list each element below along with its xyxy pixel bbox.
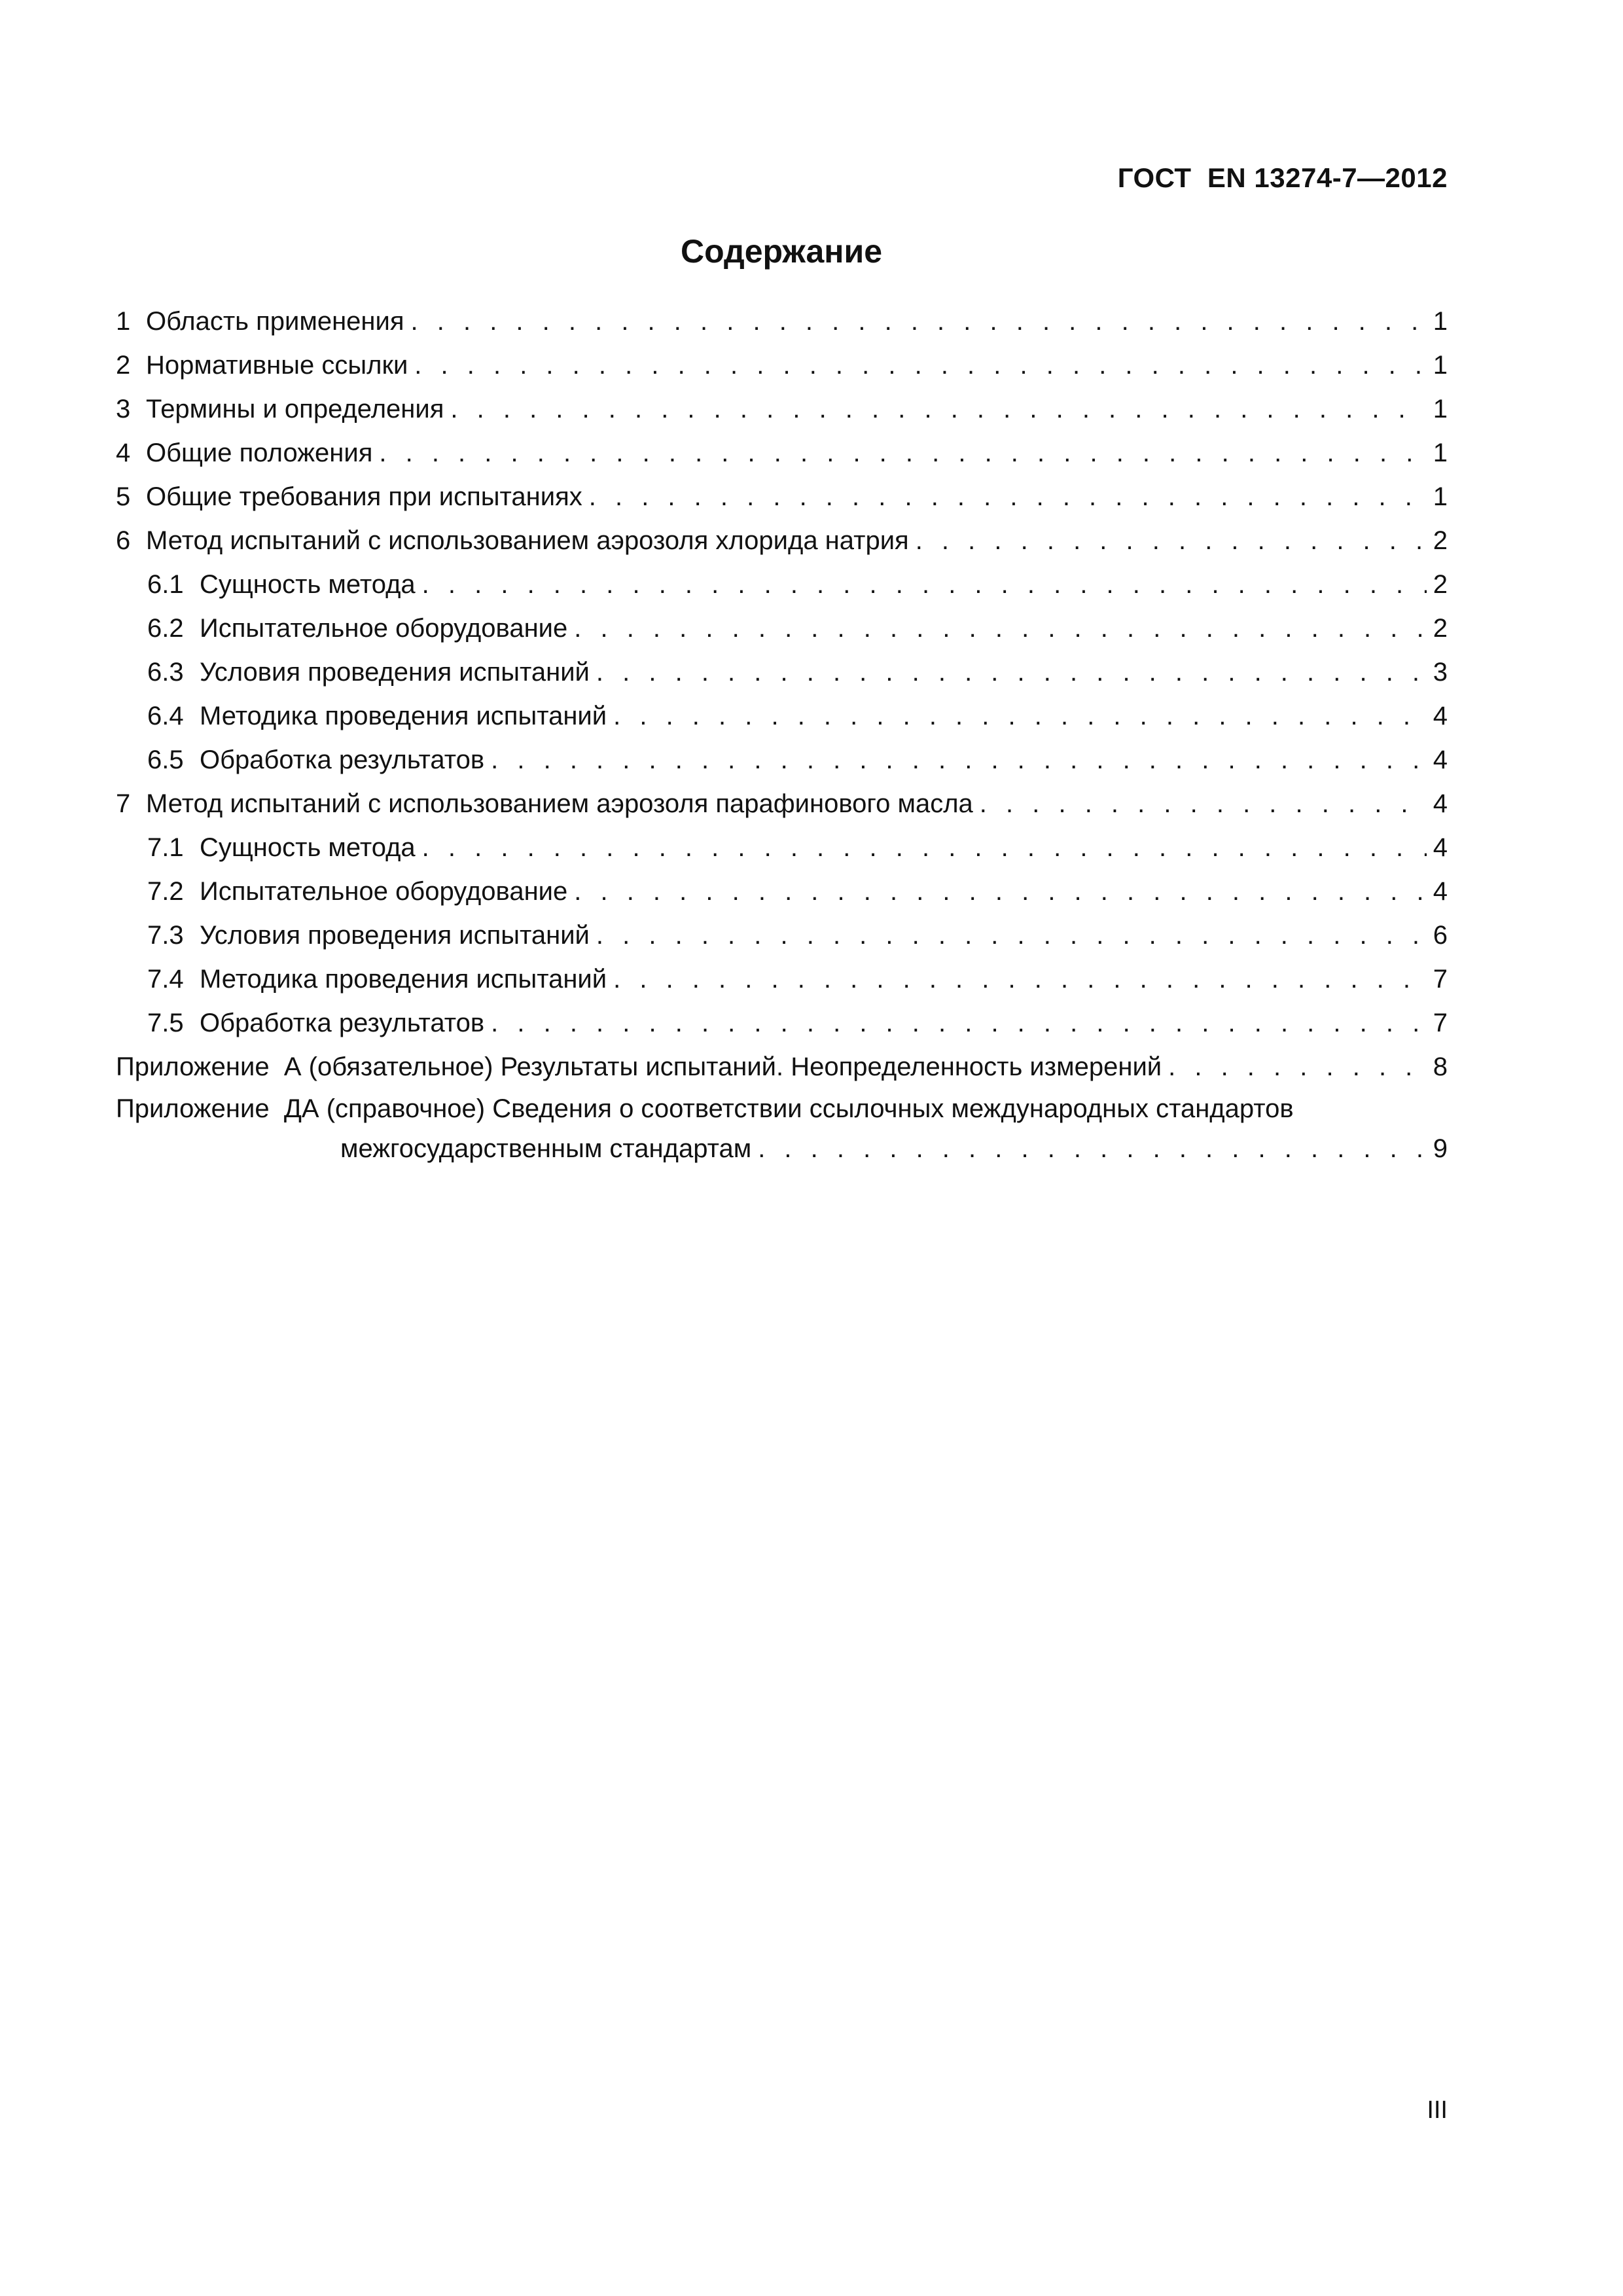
toc-entry-page: 1: [1433, 351, 1448, 380]
toc-entry-page: 2: [1433, 614, 1448, 643]
toc-entry-title: Метод испытаний с использованием аэрозоля парафинового масла: [146, 789, 973, 818]
toc-entry-number: 7: [116, 789, 131, 818]
toc-entry-number: 6.5: [147, 745, 184, 774]
page-number: III: [1427, 2096, 1448, 2124]
toc-entry-title: Методика проведения испытаний: [200, 965, 607, 994]
toc-entry-page: 4: [1433, 833, 1448, 862]
toc-entry-page: 7: [1433, 965, 1448, 994]
toc-entry-page: 7: [1433, 1009, 1448, 1037]
toc-appendix-title: Приложение ДА (справочное) Сведения о соответствии ссылочных международных стандартов: [116, 1094, 1294, 1123]
toc-entry[interactable]: [116, 300, 1448, 344]
toc-entry-number: 6: [116, 526, 131, 555]
dot-leader: [411, 300, 1427, 344]
dot-leader: [916, 519, 1427, 563]
toc-entry-number: 7.3: [147, 921, 184, 950]
toc-entry-number: 7.1: [147, 833, 184, 862]
dot-leader: [758, 1128, 1427, 1169]
toc-appendix-da[interactable]: [116, 1089, 1448, 1128]
toc-entry-number: 6.1: [147, 570, 184, 599]
toc-entry-number: 6.2: [147, 614, 184, 643]
toc-subentry[interactable]: [116, 1001, 1448, 1045]
toc-entry-page: 8: [1433, 1052, 1448, 1081]
toc-entry-title: Общие положения: [146, 439, 373, 467]
toc-entry-page: 4: [1433, 702, 1448, 730]
dot-leader: [450, 387, 1426, 431]
toc-subentry[interactable]: [116, 870, 1448, 914]
toc-entry-number: 4: [116, 439, 131, 467]
toc-entry-title: Условия проведения испытаний: [200, 658, 590, 687]
toc-entry-page: 1: [1433, 307, 1448, 336]
toc-entry[interactable]: [116, 431, 1448, 475]
dot-leader: [491, 738, 1427, 782]
toc-subentry[interactable]: [116, 651, 1448, 694]
toc-title: Содержание: [680, 233, 883, 270]
dot-leader: [574, 870, 1427, 914]
toc-subentry[interactable]: [116, 738, 1448, 782]
toc-entry-title: Сущность метода: [200, 570, 416, 599]
toc-entry[interactable]: [116, 387, 1448, 431]
toc-appendix-title-continuation: межгосударственным стандартам: [340, 1134, 752, 1163]
toc-entry-title: Метод испытаний с использованием аэрозоля хлорида натрия: [146, 526, 909, 555]
toc-entry-number: 7.5: [147, 1009, 184, 1037]
toc-entry-page: 4: [1433, 789, 1448, 818]
toc-entry-number: 6.4: [147, 702, 184, 730]
toc-entry-page: 1: [1433, 395, 1448, 423]
document-code: ГОСТ EN 13274-7—2012: [1117, 162, 1448, 193]
toc-entry-page: 1: [1433, 439, 1448, 467]
toc-entry[interactable]: [116, 344, 1448, 387]
toc-subentry[interactable]: [116, 914, 1448, 958]
toc-entry-number: 6.3: [147, 658, 184, 687]
toc-entry-number: 1: [116, 307, 131, 336]
toc-entry-number: 3: [116, 395, 131, 423]
toc-entry-title: Общие требования при испытаниях: [146, 482, 582, 511]
toc-subentry[interactable]: [116, 826, 1448, 870]
dot-leader: [1168, 1045, 1427, 1089]
toc-entry-title: Испытательное оборудование: [200, 877, 568, 906]
dot-leader: [613, 958, 1427, 1001]
toc-entry-page: 4: [1433, 745, 1448, 774]
toc-subentry[interactable]: [116, 958, 1448, 1001]
dot-leader: [589, 475, 1427, 519]
dot-leader: [491, 1001, 1427, 1045]
toc-entry-title: Область применения: [146, 307, 404, 336]
toc-entry-page: 3: [1433, 658, 1448, 687]
dot-leader: [422, 563, 1427, 607]
toc-appendix-a[interactable]: [116, 1045, 1448, 1089]
dot-leader: [379, 431, 1426, 475]
toc-subentry[interactable]: [116, 694, 1448, 738]
toc-entry-title: Нормативные ссылки: [146, 351, 408, 380]
toc-entry-number: 5: [116, 482, 131, 511]
toc-entry-number: 7.4: [147, 965, 184, 994]
toc-entry-page: 2: [1433, 526, 1448, 555]
dot-leader: [596, 651, 1427, 694]
toc-entry-title: Методика проведения испытаний: [200, 702, 607, 730]
toc-entry-page: 4: [1433, 877, 1448, 906]
toc-subentry[interactable]: [116, 563, 1448, 607]
dot-leader: [422, 826, 1427, 870]
toc-entry-page: 6: [1433, 921, 1448, 950]
toc-entry-title: Обработка результатов: [200, 1009, 485, 1037]
toc-entry[interactable]: [116, 475, 1448, 519]
toc-entry-title: Термины и определения: [146, 395, 444, 423]
toc-entry[interactable]: [116, 519, 1448, 563]
dot-leader: [574, 607, 1427, 651]
dot-leader: [613, 694, 1427, 738]
toc-entry-title: Испытательное оборудование: [200, 614, 568, 643]
toc-subentry[interactable]: [116, 607, 1448, 651]
toc-entry-title: Условия проведения испытаний: [200, 921, 590, 950]
toc-appendix-da-continuation[interactable]: [116, 1128, 1448, 1169]
table-of-contents: [116, 300, 1448, 1169]
toc-appendix-title: Приложение А (обязательное) Результаты испытаний. Неопределенность измерений: [116, 1052, 1162, 1081]
toc-entry-page: 2: [1433, 570, 1448, 599]
toc-entry-title: Обработка результатов: [200, 745, 485, 774]
toc-entry[interactable]: [116, 782, 1448, 826]
toc-entry-page: 9: [1433, 1134, 1448, 1163]
dot-leader: [596, 914, 1427, 958]
dot-leader: [980, 782, 1427, 826]
toc-entry-page: 1: [1433, 482, 1448, 511]
toc-entry-number: 2: [116, 351, 131, 380]
dot-leader: [414, 344, 1426, 387]
toc-entry-number: 7.2: [147, 877, 184, 906]
toc-entry-title: Сущность метода: [200, 833, 416, 862]
